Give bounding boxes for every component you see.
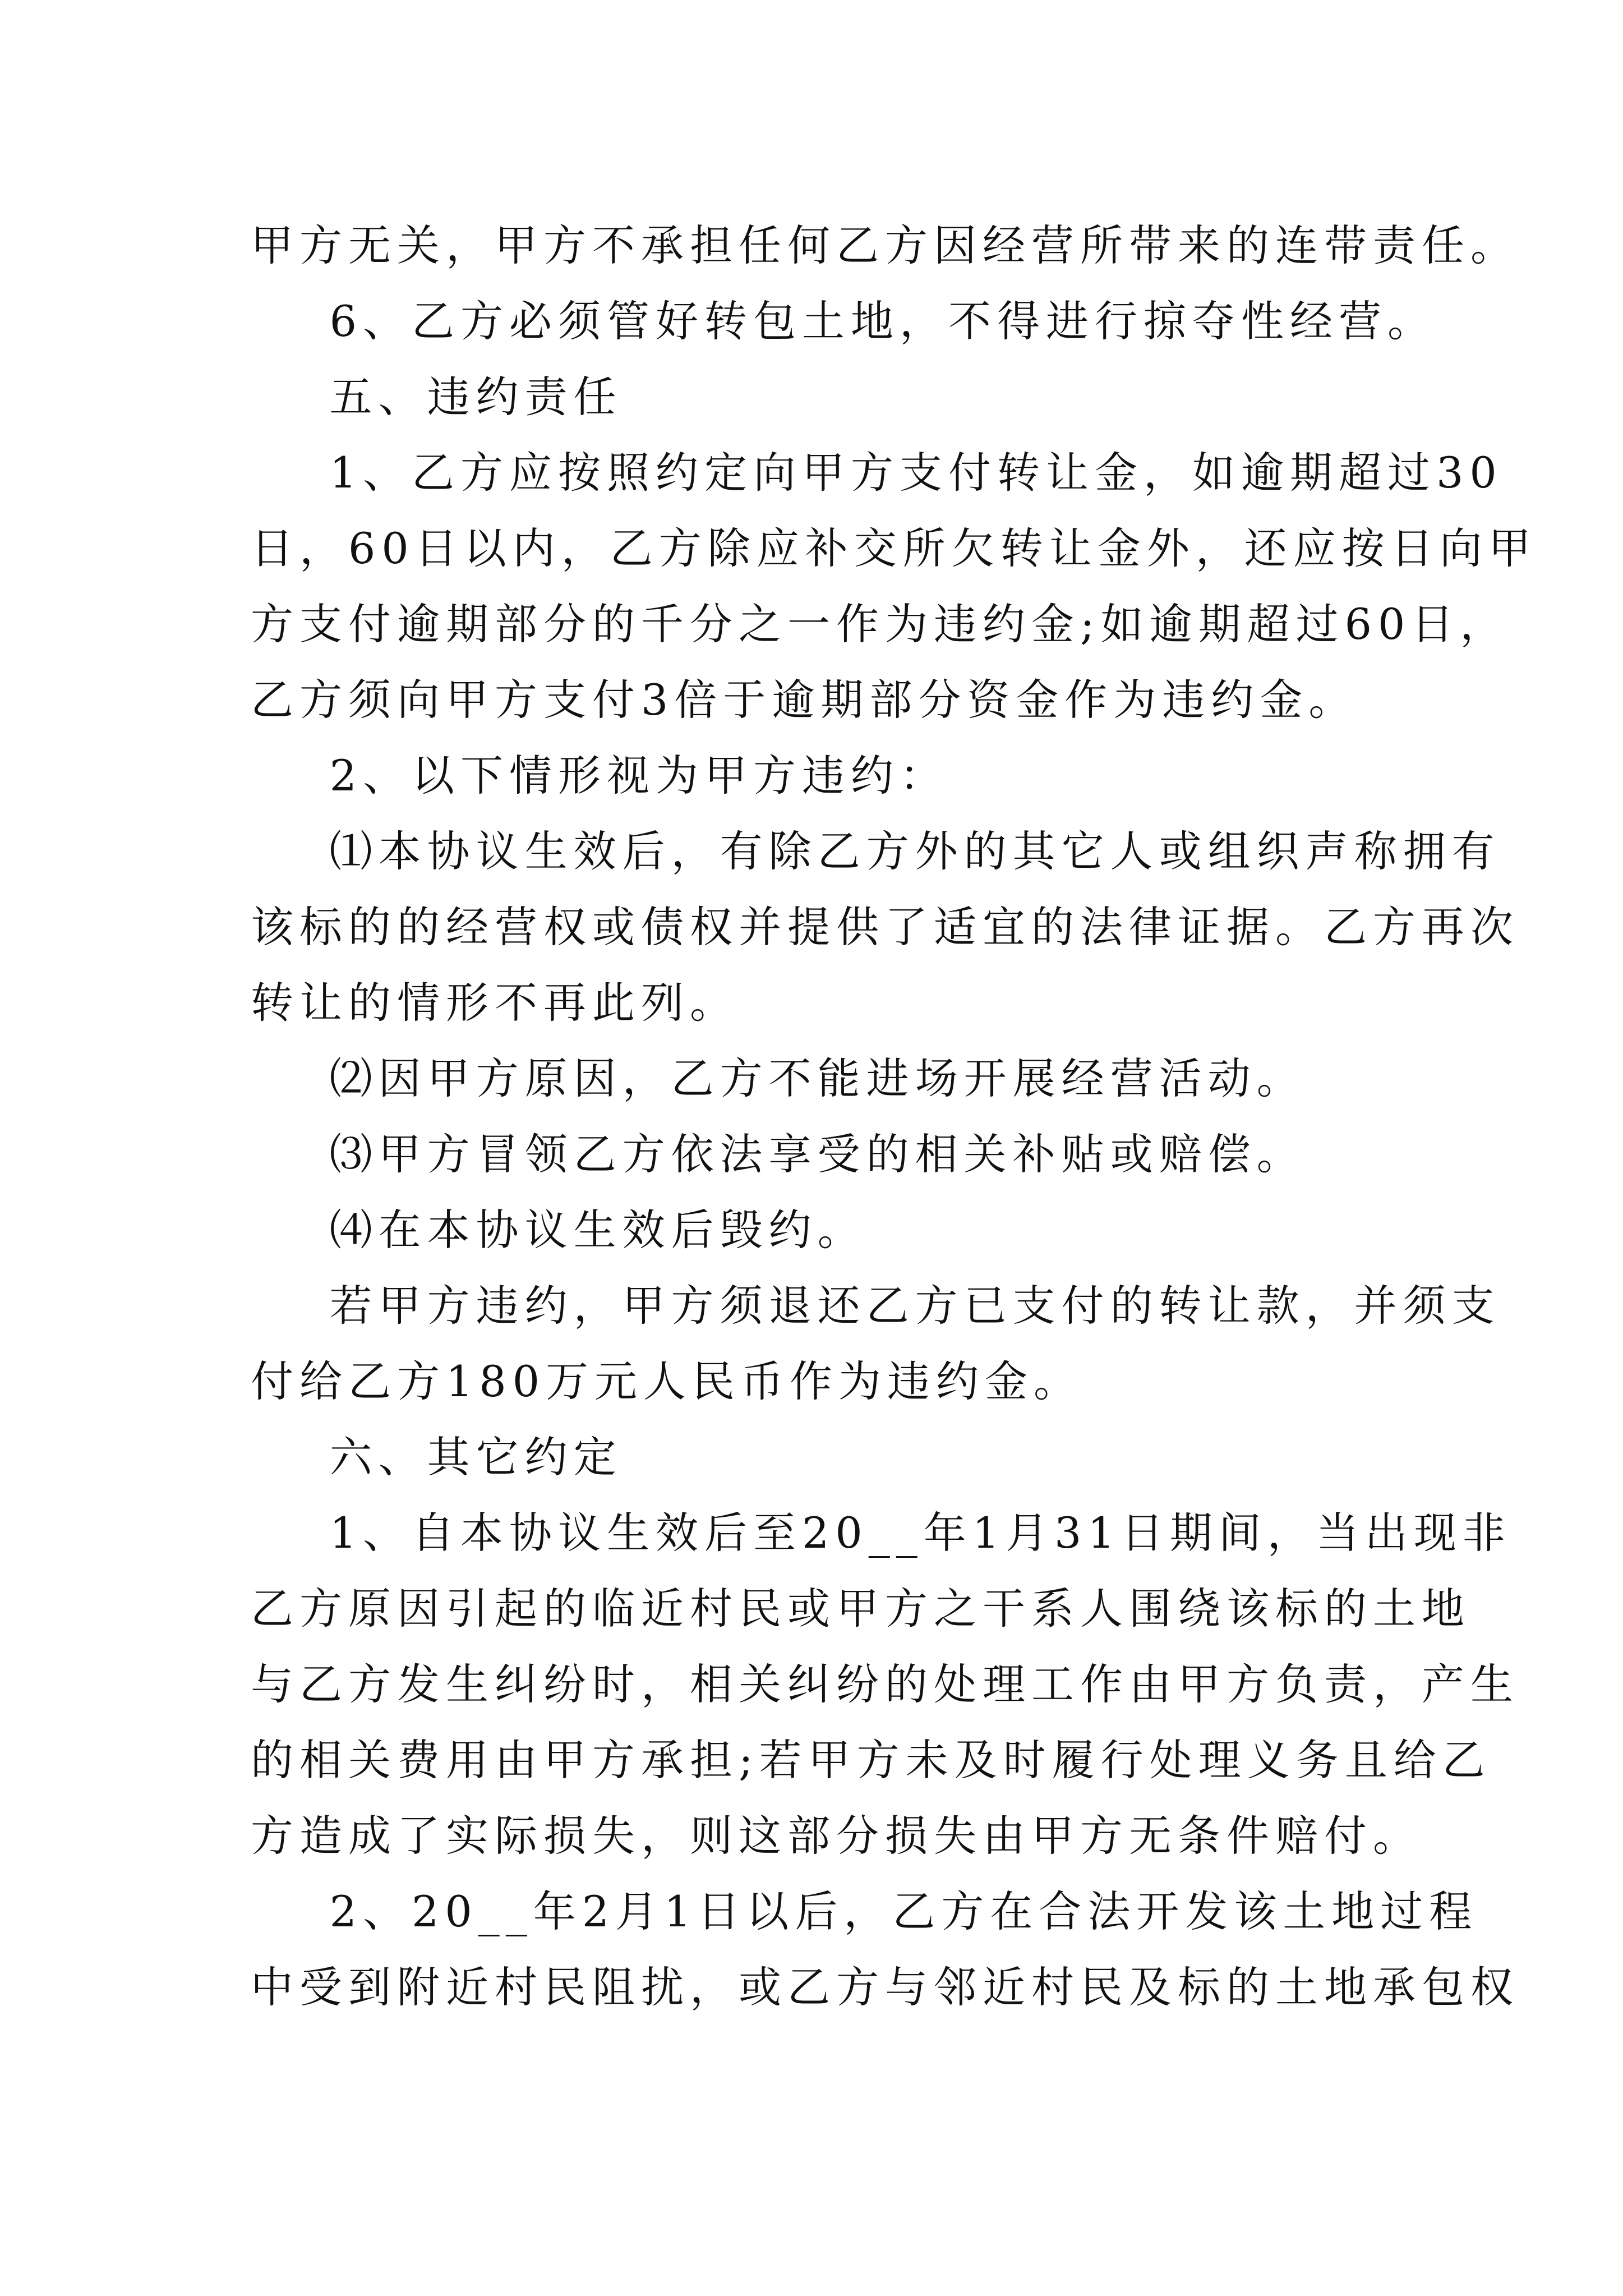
text-line: 1、乙方应按照约定向甲方支付转让金，如逾期超过30 <box>251 448 1503 498</box>
section-heading: 五、违约责任 <box>251 372 623 422</box>
document-body <box>251 208 1537 2025</box>
text-line: 付给乙方180万元人民币作为违约金。 <box>251 1356 1083 1406</box>
section-heading: 六、其它约定 <box>251 1432 623 1482</box>
text-line: ⑶甲方冒领乙方依法享受的相关补贴或赔偿。 <box>251 1129 1306 1179</box>
text-line: 转让的情形不再此列。 <box>251 978 739 1028</box>
text-line: 中受到附近村民阻扰，或乙方与邻近村民及标的土地承包权 <box>251 1962 1519 2012</box>
text-line: 6、乙方必须管好转包土地，不得进行掠夺性经营。 <box>251 296 1436 346</box>
text-line: ⑷在本协议生效后毁约。 <box>251 1205 866 1255</box>
text-line: ⑵因甲方原因，乙方不能进场开展经营活动。 <box>251 1053 1306 1103</box>
text-line: 乙方原因引起的临近村民或甲方之干系人围绕该标的土地 <box>251 1584 1470 1634</box>
text-line: 若甲方违约，甲方须退还乙方已支付的转让款，并须支 <box>251 1281 1501 1331</box>
text-line: 与乙方发生纠纷时，相关纠纷的处理工作由甲方负责，产生 <box>251 1659 1519 1709</box>
text-line: 方支付逾期部分的千分之一作为违约金;如逾期超过60日， <box>251 599 1509 649</box>
text-line: ⑴本协议生效后，有除乙方外的其它人或组织声称拥有 <box>251 826 1501 876</box>
text-line: 乙方须向甲方支付3倍于逾期部分资金作为违约金。 <box>251 675 1358 725</box>
text-line: 1、自本协议生效后至20__年1月31日期间，当出现非 <box>251 1508 1511 1558</box>
text-line: 的相关费用由甲方承担;若甲方未及时履行处理义务且给乙 <box>251 1735 1491 1785</box>
text-line: 方造成了实际损失，则这部分损失由甲方无条件赔付。 <box>251 1811 1422 1861</box>
text-line: 2、以下情形视为甲方违约： <box>251 751 948 800</box>
text-line: 2、20__年2月1日以后，乙方在合法开发该土地过程 <box>251 1887 1478 1936</box>
text-line: 甲方无关，甲方不承担任何乙方因经营所带来的连带责任。 <box>251 220 1519 270</box>
text-line: 该标的的经营权或债权并提供了适宜的法律证据。乙方再次 <box>251 902 1519 952</box>
text-line: 日，60日以内，乙方除应补交所欠转让金外，还应按日向甲 <box>251 523 1537 573</box>
